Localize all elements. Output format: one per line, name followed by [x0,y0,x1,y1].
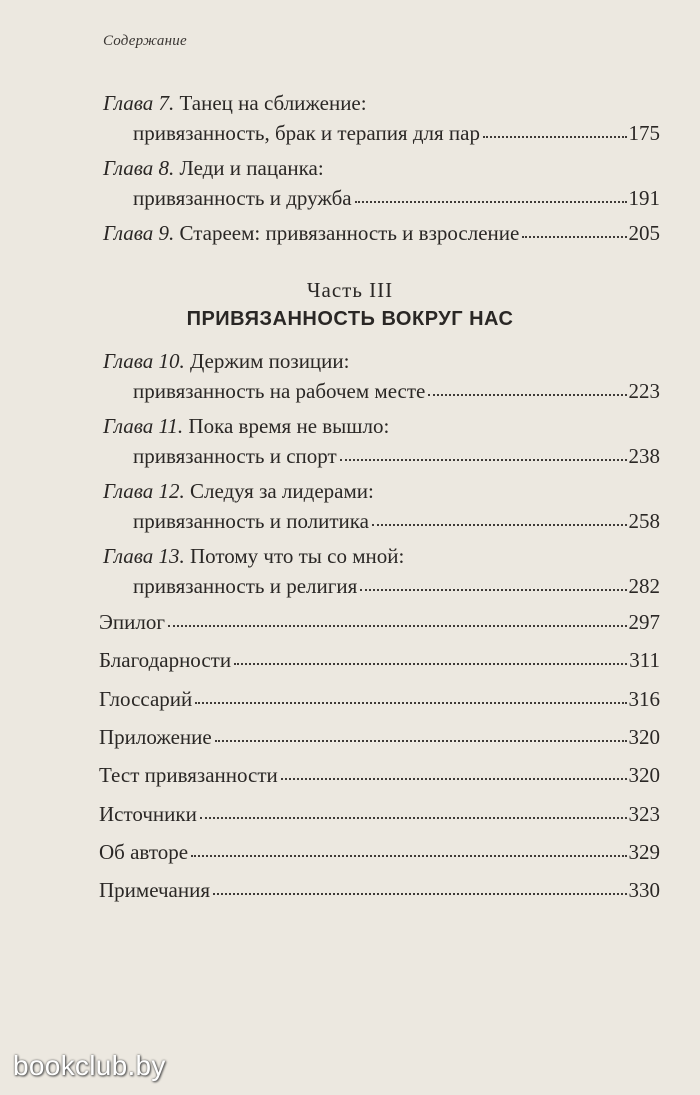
page-number: 223 [628,379,660,403]
chapter-number: Глава 8. [103,156,175,180]
page-number: 330 [628,878,660,902]
dot-leader [195,701,626,704]
dot-leader [191,854,626,857]
page-number: 205 [628,221,660,245]
chapter-number: Глава 7. [103,91,175,115]
chapter-title: Держим позиции: [189,349,350,373]
page-number: 258 [628,509,660,533]
chapter-number: Глава 9. [103,221,175,245]
dot-leader [360,588,626,591]
dot-leader [340,458,627,461]
dot-leader [213,892,626,895]
dot-leader [281,777,627,780]
chapter-subtitle: привязанность и политика [133,509,370,533]
page-number: 175 [628,121,660,145]
chapter-number: Глава 10. [103,349,185,373]
page-number: 316 [628,687,660,711]
page-number: 323 [628,802,660,826]
page-number: 238 [628,444,660,468]
entry-title: Источники [99,802,197,826]
chapter-title: Следуя за лидерами: [189,479,374,503]
dot-leader [428,393,626,396]
part-title: ПРИВЯЗАННОСТЬ ВОКРУГ НАС [186,308,514,330]
dot-leader [200,816,627,819]
entry-title: Об авторе [99,840,189,864]
page-number: 320 [628,763,660,787]
page-number: 282 [628,574,660,598]
chapter-subtitle: привязанность и дружба [133,186,352,210]
chapter-title: Леди и пацанка: [179,156,324,180]
part-label: Часть III [306,278,394,302]
chapter-title: Танец на сближение: [179,91,367,115]
dot-leader [522,235,626,238]
entry-title: Глоссарий [99,687,193,711]
chapter-title: Пока время не вышло: [188,414,390,438]
chapter-title: Потому что ты со мной: [189,544,405,568]
dot-leader [168,624,627,627]
entry-title: Приложение [99,725,212,749]
running-head: Содержание [103,33,187,49]
entry-title: Примечания [99,878,211,902]
dot-leader [372,523,626,526]
chapter-subtitle: привязанность, брак и терапия для пар [133,121,480,145]
entry-title: Благодарности [99,648,232,672]
entry-title: Тест привязанности [99,763,278,787]
dot-leader [483,135,627,138]
entry-title: Эпилог [99,610,165,634]
page-number: 320 [628,725,660,749]
dot-leader [355,200,627,203]
site-watermark: bookclub.by [13,1050,166,1081]
page-number: 311 [629,648,660,672]
chapter-number: Глава 13. [103,544,185,568]
chapter-subtitle: привязанность и религия [133,574,358,598]
page-number: 329 [628,840,660,864]
chapter-number: Глава 12. [103,479,185,503]
chapter-subtitle: привязанность и спорт [133,444,337,468]
chapter-title: Стареем: привязанность и взросление [179,221,520,245]
page-number: 191 [628,186,660,210]
chapter-subtitle: привязанность на рабочем месте [133,379,426,403]
dot-leader [215,739,627,742]
dot-leader [234,662,627,665]
chapter-number: Глава 11. [103,414,184,438]
page-number: 297 [628,610,660,634]
